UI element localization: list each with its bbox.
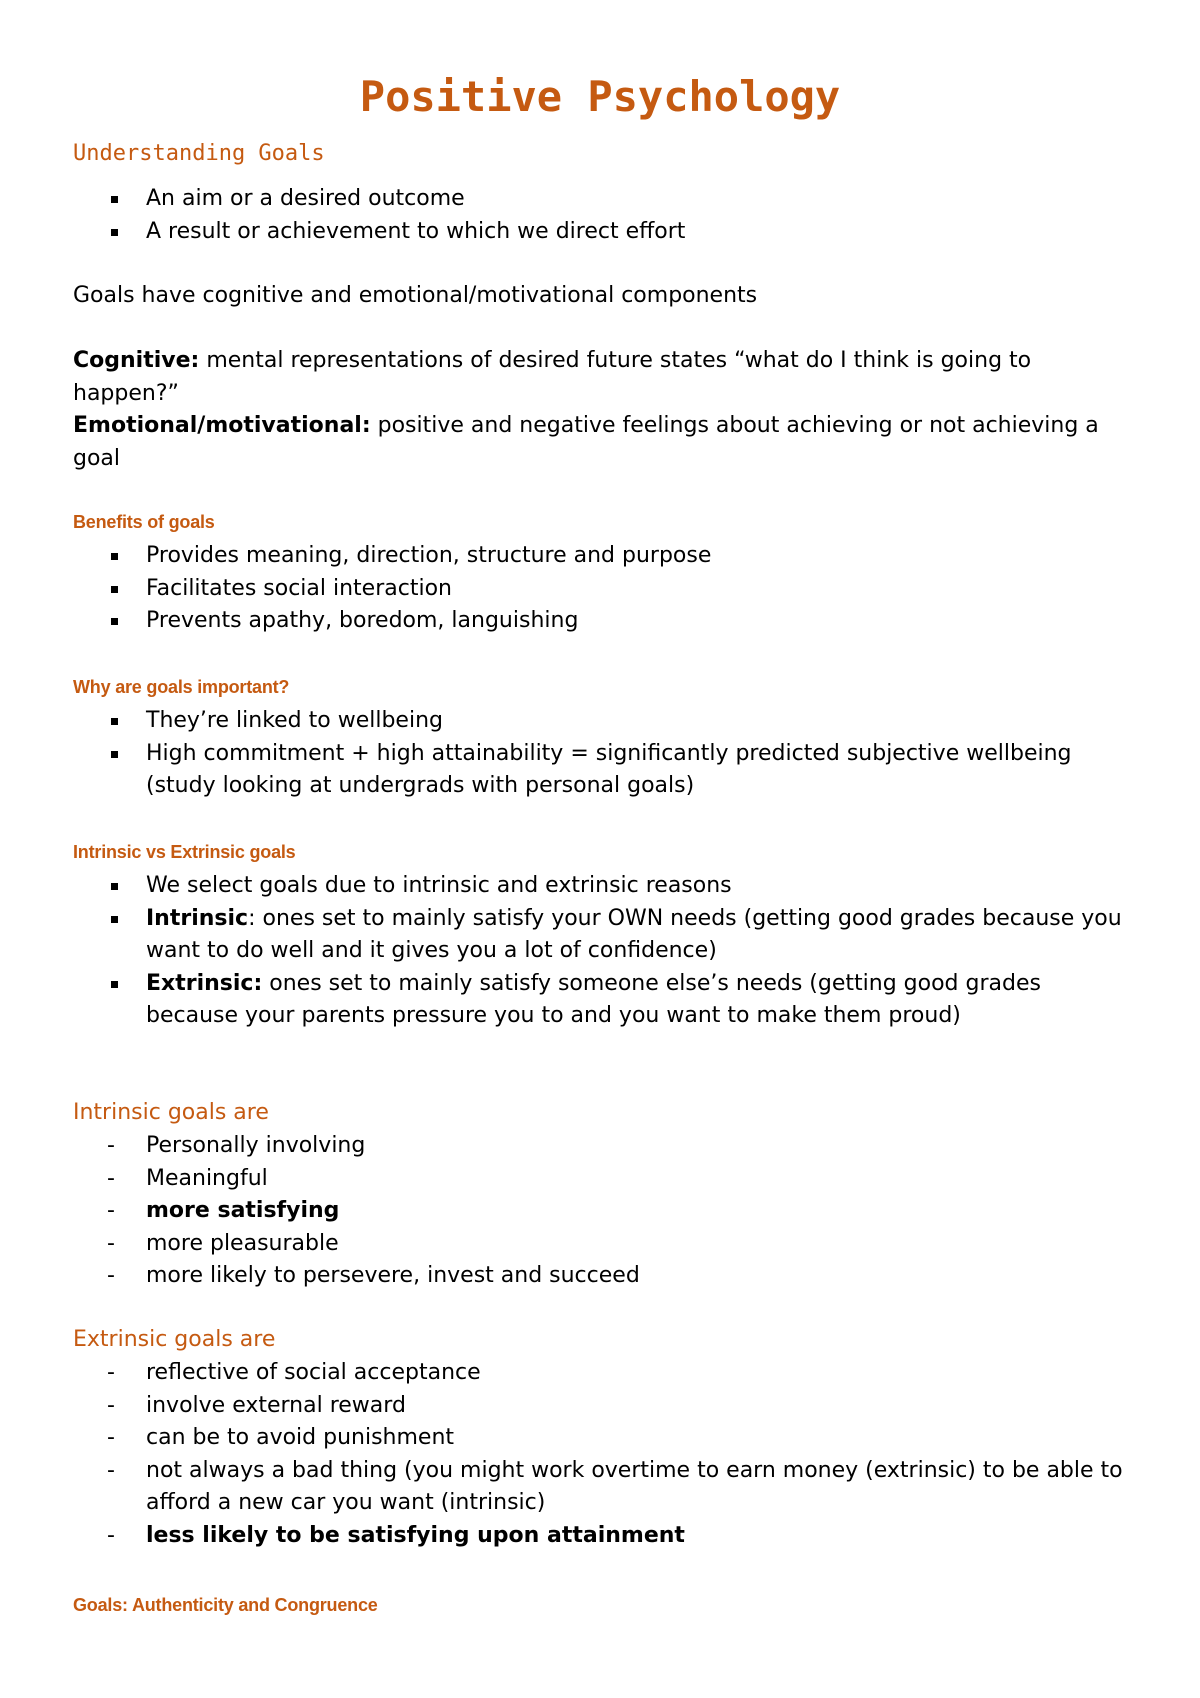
list-item: Intrinsic: ones set to mainly satisfy your OWN needs (getting good grades because you want to do well and it gives you a lot of confidence) xyxy=(73,903,1123,968)
components-paragraph: Goals have cognitive and emotional/motivational components xyxy=(73,283,758,308)
dash-marker: - xyxy=(107,1392,115,1418)
intrinsic-vs-extrinsic-list xyxy=(73,870,1123,1033)
bullet-square-icon xyxy=(111,751,118,758)
list-item: They’re linked to wellbeing xyxy=(73,705,1123,738)
list-item: High commitment + high attainability = significantly predicted subjective wellbeing (study looking at undergrads with personal goals) xyxy=(73,738,1123,803)
bullet-square-icon xyxy=(111,883,118,890)
list-item: - not always a bad thing (you might work overtime to earn money (extrinsic) to be able to afford a new car you want (intrinsic) xyxy=(73,1455,1123,1520)
list-item: - more pleasurable xyxy=(73,1228,1123,1261)
heading-understanding-goals: Understanding Goals xyxy=(73,141,325,166)
bullet-square-icon xyxy=(111,618,118,625)
dash-marker: - xyxy=(107,1165,115,1191)
dash-marker: - xyxy=(107,1198,115,1223)
heading-why-goals-important: Why are goals important? xyxy=(73,677,290,697)
extrinsic-goals-list xyxy=(73,1357,1123,1552)
list-item: - involve external reward xyxy=(73,1390,1123,1423)
intrinsic-goals-list xyxy=(73,1130,1123,1293)
emotional-definition: Emotional/motivational: positive and negative feelings about achieving or not achieving a goal xyxy=(73,413,1099,471)
dash-marker: - xyxy=(107,1425,115,1450)
document-title: Positive Psychology xyxy=(359,72,841,121)
list-item: - can be to avoid punishment xyxy=(73,1422,1123,1455)
list-item: - less likely to be satisfying upon attainment xyxy=(73,1520,1123,1553)
dash-marker: - xyxy=(107,1360,115,1385)
understanding-goals-list xyxy=(73,183,1123,248)
bullet-square-icon xyxy=(111,718,118,725)
why-important-list xyxy=(73,705,1123,803)
heading-intrinsic-vs-extrinsic: Intrinsic vs Extrinsic goals xyxy=(73,842,296,862)
dash-marker: - xyxy=(107,1230,115,1256)
cognitive-definition: Cognitive: mental representations of desired future states “what do I think is going to happen?” xyxy=(73,348,1032,406)
bullet-square-icon xyxy=(111,981,118,988)
list-item: We select goals due to intrinsic and extrinsic reasons xyxy=(73,870,1123,903)
list-item: - Personally involving xyxy=(73,1130,1123,1163)
bullet-square-icon xyxy=(111,229,118,236)
bullet-square-icon xyxy=(111,196,118,203)
list-item: - more satisfying xyxy=(73,1195,1123,1228)
dash-marker: - xyxy=(107,1133,115,1158)
heading-intrinsic-goals-are: Intrinsic goals are xyxy=(73,1100,269,1125)
bullet-square-icon xyxy=(111,586,118,593)
heading-benefits-of-goals: Benefits of goals xyxy=(73,512,215,532)
list-item: A result or achievement to which we direct effort xyxy=(73,216,1123,249)
list-item: An aim or a desired outcome xyxy=(73,183,1123,216)
bullet-square-icon xyxy=(111,553,118,560)
dash-marker: - xyxy=(107,1457,115,1483)
list-item: Extrinsic: ones set to mainly satisfy someone else’s needs (getting good grades because your parents pressure you to and you want to make them proud) xyxy=(73,968,1123,1033)
list-item: - Meaningful xyxy=(73,1163,1123,1196)
heading-extrinsic-goals-are: Extrinsic goals are xyxy=(73,1327,276,1352)
list-item: Provides meaning, direction, structure and purpose xyxy=(73,540,1123,573)
list-item: Facilitates social interaction xyxy=(73,573,1123,606)
list-item: Prevents apathy, boredom, languishing xyxy=(73,605,1123,638)
list-item: - more likely to persevere, invest and succeed xyxy=(73,1260,1123,1293)
heading-authenticity-congruence: Goals: Authenticity and Congruence xyxy=(73,1595,378,1615)
benefits-list xyxy=(73,540,1123,638)
bullet-square-icon xyxy=(111,916,118,923)
dash-marker: - xyxy=(107,1522,115,1548)
list-item: - reflective of social acceptance xyxy=(73,1357,1123,1390)
dash-marker: - xyxy=(107,1263,115,1288)
